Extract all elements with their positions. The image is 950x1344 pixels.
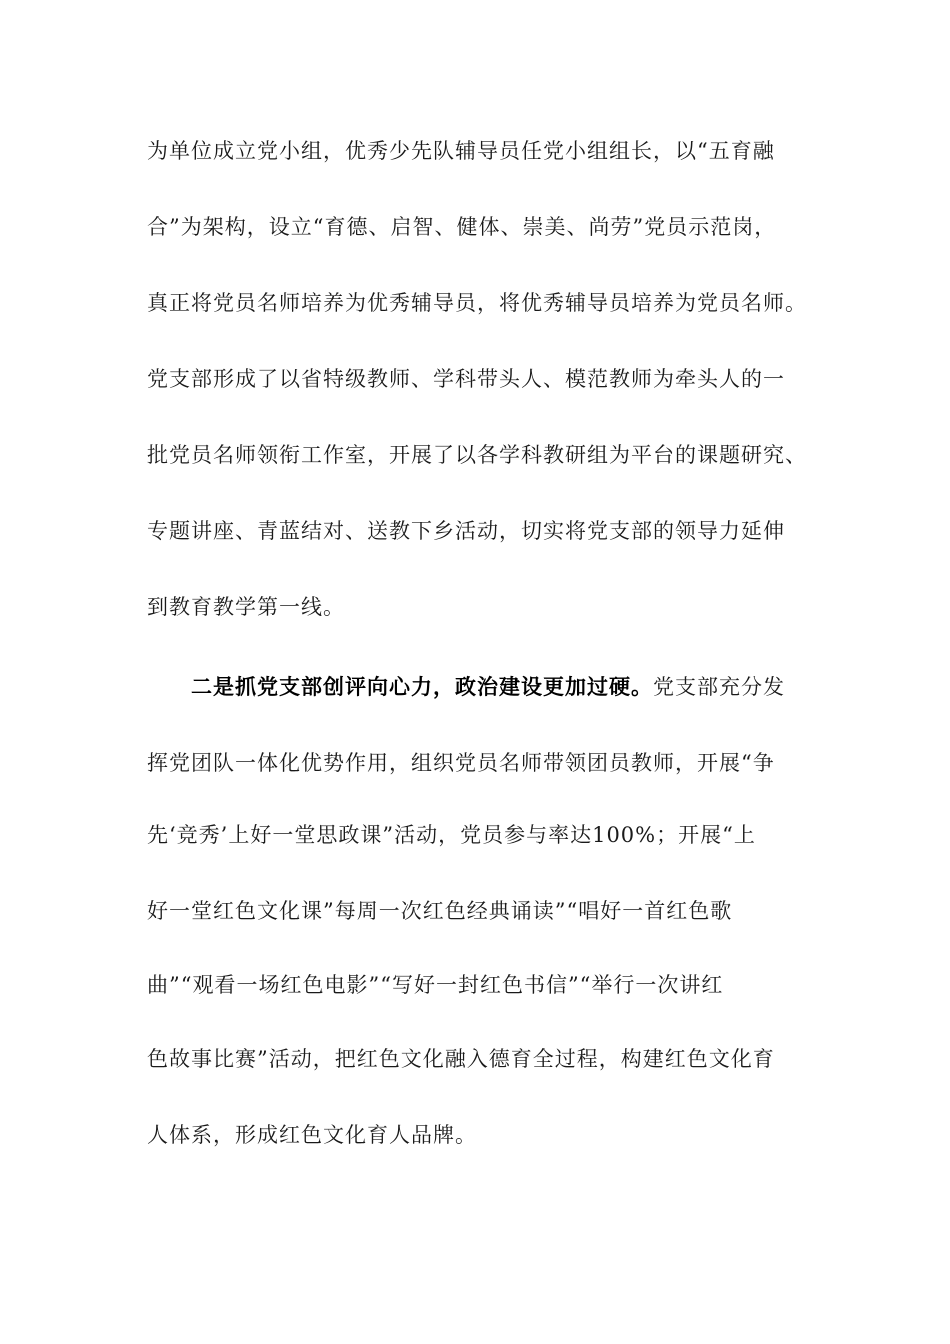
text-line: 党支部形成了以省特级教师、学科带头人、模范教师为牵头人的一	[147, 367, 785, 391]
text-line: 专题讲座、青蓝结对、送教下乡活动，切实将党支部的领导力延伸	[147, 519, 785, 543]
text-line: 人体系，形成红色文化育人品牌。	[147, 1123, 477, 1147]
text-line: 挥党团队一体化优势作用，组织党员名师带领团员教师，开展“争	[147, 751, 775, 775]
paragraph-first-line	[191, 672, 871, 702]
text-line: 为单位成立党小组，优秀少先队辅导员任党小组组长，以“五育融	[147, 139, 775, 163]
text-line: 曲”“观看一场红色电影”“写好一封红色书信”“举行一次讲红	[147, 973, 724, 997]
text-line: 好一堂红色文化课”每周一次红色经典诵读”“唱好一首红色歌	[147, 899, 733, 923]
text-line: 色故事比赛”活动，把红色文化融入德育全过程，构建红色文化育	[147, 1047, 775, 1071]
paragraph-lead-text: 党支部充分发	[653, 675, 785, 699]
text-line: 合”为架构，设立“育德、启智、健体、崇美、尚劳”党员示范岗，	[147, 215, 777, 239]
text-line: 到教育教学第一线。	[147, 595, 345, 619]
text-line: 真正将党员名师培养为优秀辅导员，将优秀辅导员培养为党员名师。	[147, 291, 807, 315]
text-line: 先‘竞秀’上好一堂思政课”活动，党员参与率达100%；开展“上	[147, 823, 756, 847]
paragraph-heading: 二是抓党支部创评向心力，政治建设更加过硬。	[191, 674, 653, 699]
text-line: 批党员名师领衔工作室，开展了以各学科教研组为平台的课题研究、	[147, 443, 807, 467]
